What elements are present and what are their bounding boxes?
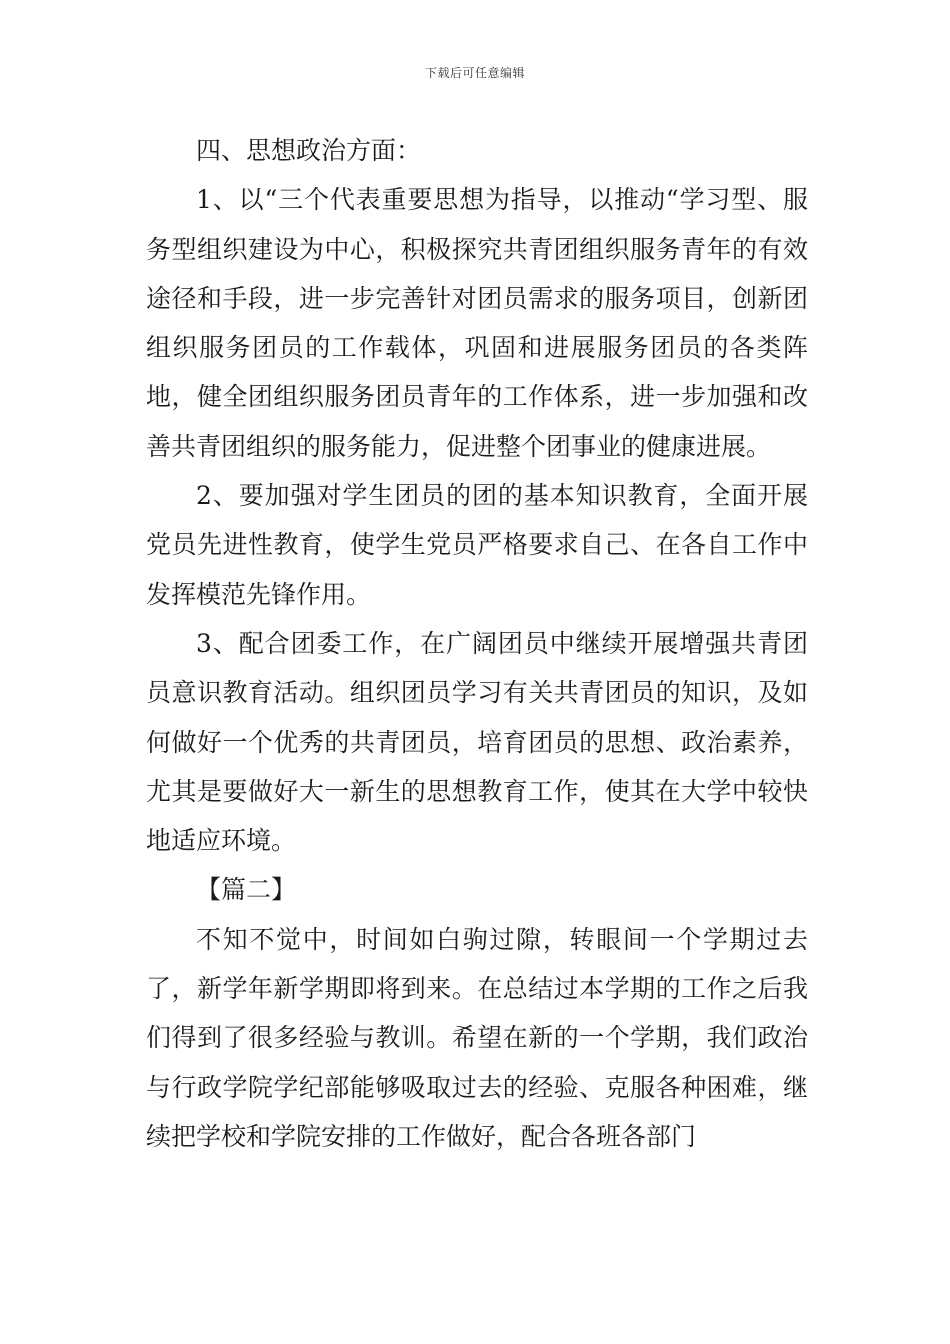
paragraph-item-3: 3、配合团委工作，在广阔团员中继续开展增强共青团员意识教育活动。组织团员学习有关共青团员的知识，及如何做好一个优秀的共青团员，培育团员的思想、政治素养，尤其是要做好大一新生的思想教育工作，使其在大学中较快地适应环境。: [146, 628, 808, 856]
paragraph-part-two-intro: 不知不觉中，时间如白驹过隙，转眼间一个学期过去了，新学年新学期即将到来。在总结过本学期的工作之后我们得到了很多经验与教训。希望在新的一个学期，我们政治与行政学院学纪部能够吸取过去的经验、克服各种困难，继续把学校和学院安排的工作做好，配合各班各部门: [146, 924, 808, 1151]
paragraph-item-2: 2、要加强对学生团员的团的基本知识教育，全面开展党员先进性教育，使学生党员严格要求自己、在各自工作中发挥模范先锋作用。: [146, 481, 808, 609]
section-heading-part-two: 【篇二】: [196, 875, 297, 905]
paragraph-item-1: 1、以“三个代表重要思想为指导，以推动“学习型、服务型组织建设为中心，积极探究共青团组织服务青年的有效途径和手段，进一步完善针对团员需求的服务项目，创新团组织服务团员的工作载体，巩固和进展服务团员的各类阵地，健全团组织服务团员青年的工作体系，进一步加强和改善共青团组织的服务能力，促进整个团事业的健康进展。: [146, 185, 808, 461]
page-header: 下载后可任意编辑: [424, 66, 525, 80]
document-body: [146, 126, 808, 1161]
section-heading-thought-politics: 四、思想政治方面：: [196, 136, 422, 165]
